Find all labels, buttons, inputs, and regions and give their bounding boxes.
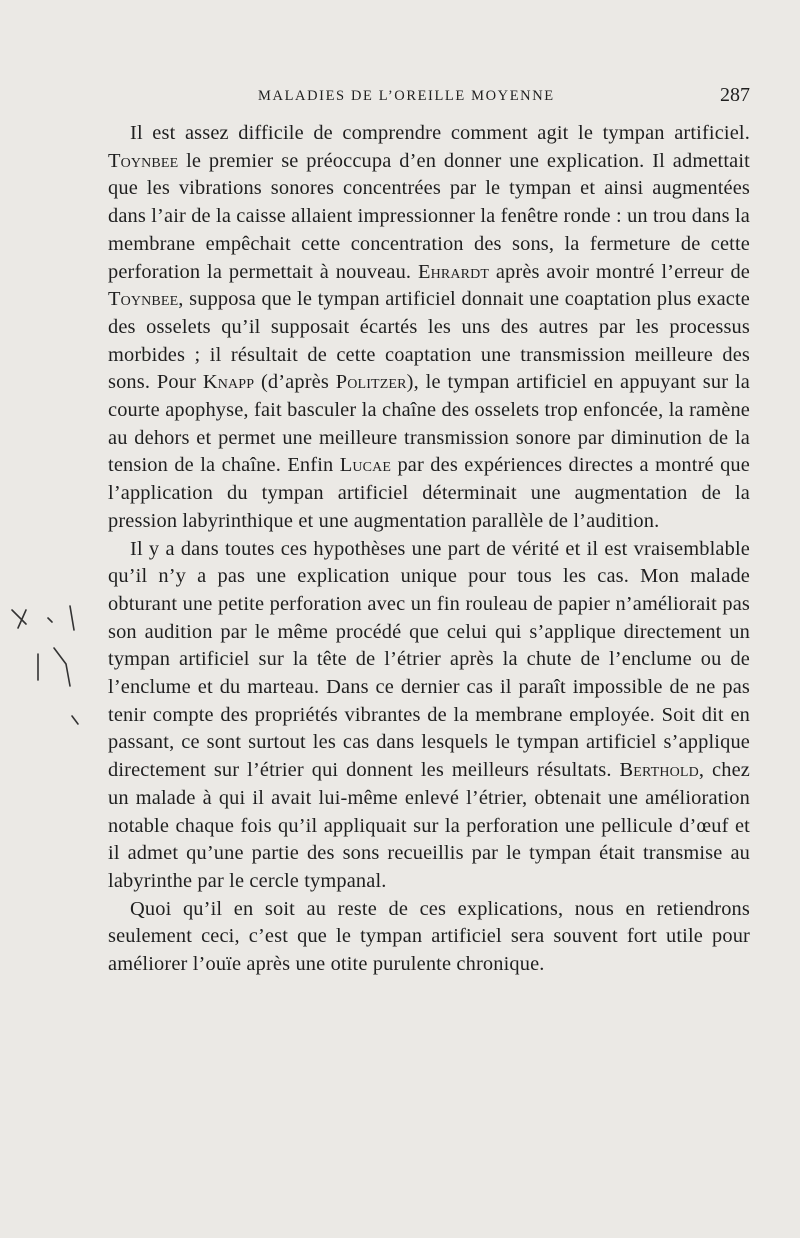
paragraph xyxy=(108,536,750,896)
text-segment: Quoi qu’il en soit au reste de ces explications, nous en retiendrons seulement ceci, c’est que le tympan artificiel sera souvent fort utile pour améliorer l’ouïe après une otite purulente chronique. xyxy=(108,897,750,976)
text-segment: Il est assez difficile de comprendre comment agit le tympan artificiel. xyxy=(130,122,750,144)
author-name: Toynbee xyxy=(108,149,179,172)
author-name: Lucae xyxy=(339,454,392,477)
paragraph xyxy=(108,120,750,536)
body-text xyxy=(108,120,750,979)
author-name: Politzer xyxy=(335,371,407,394)
author-name: Ehrardt xyxy=(417,260,490,283)
text-segment: (d’après xyxy=(254,371,336,394)
author-name: Toynbee xyxy=(108,288,179,311)
text-segment: ), le tympan artificiel en appuyant sur la courte apophyse, fait basculer la chaîne des osselets trop enfoncée, la ramène au dehors et permet une meilleure transmission sonore par diminution de la tension de la chaîne. Enfin xyxy=(108,371,750,477)
margin-pencil-marks xyxy=(8,600,98,740)
text-segment: , chez un malade à qui il avait lui-même enlevé l’étrier, obtenait une amélioration notable chaque fois qu’il appliquait sur la perforation une pellicule d’œuf et il admet qu’une partie des sons recueillis par le tympan était transmise au labyrinthe par le cercle tympanal. xyxy=(108,759,750,892)
author-name: Berthold xyxy=(619,759,699,782)
text-segment: Il y a dans toutes ces hypothèses une part de vérité et il est vraisemblable qu’il n’y a pas une explication unique pour tous les cas. Mon malade obturant une petite perforation avec un fin rouleau de papier n’améliorait pas son audition par le même procédé que celui qui s’applique directement un tympan artificiel sur la tête de l’étrier après la chute de l’enclume ou de l’enclume et du marteau. Dans ce dernier cas il paraît impossible de ne pas tenir compte des propriétés vibrantes de la membrane employée. Soit dit en passant, ce sont surtout les cas dans lesquels le tympan artificiel s’applique directement sur l’étrier qui donnent les meilleurs résultats. xyxy=(108,537,750,782)
text-segment: le premier se préoccupa d’en donner une explication. Il admettait que les vibrations sonores concentrées par le tympan et ainsi augmentées dans l’air de la caisse allaient impressionner la fenêtre ronde : un trou dans la membrane empêchait cette concentration des sons, la fermeture de cette perforation la permettait à nouveau. xyxy=(108,149,750,283)
page-number: 287 xyxy=(720,84,750,106)
text-segment: après avoir montré l’erreur de xyxy=(489,260,750,283)
paragraph xyxy=(108,896,750,979)
page-header xyxy=(108,84,750,112)
text-segment: par des expériences directes a montré que l’application du tympan artificiel déterminait une augmentation de la pression labyrinthique et une augmentation parallèle de l’audition. xyxy=(108,454,750,532)
text-segment: , supposa que le tympan artificiel donnait une coaptation plus exacte des osselets qu’il supposait écartés les uns des autres par les processus morbides ; il résultait de cette coaptation une transmission meilleure des sons. Pour xyxy=(108,288,750,394)
running-title: MALADIES DE L’OREILLE MOYENNE xyxy=(258,88,555,104)
author-name: Knapp xyxy=(202,371,255,394)
